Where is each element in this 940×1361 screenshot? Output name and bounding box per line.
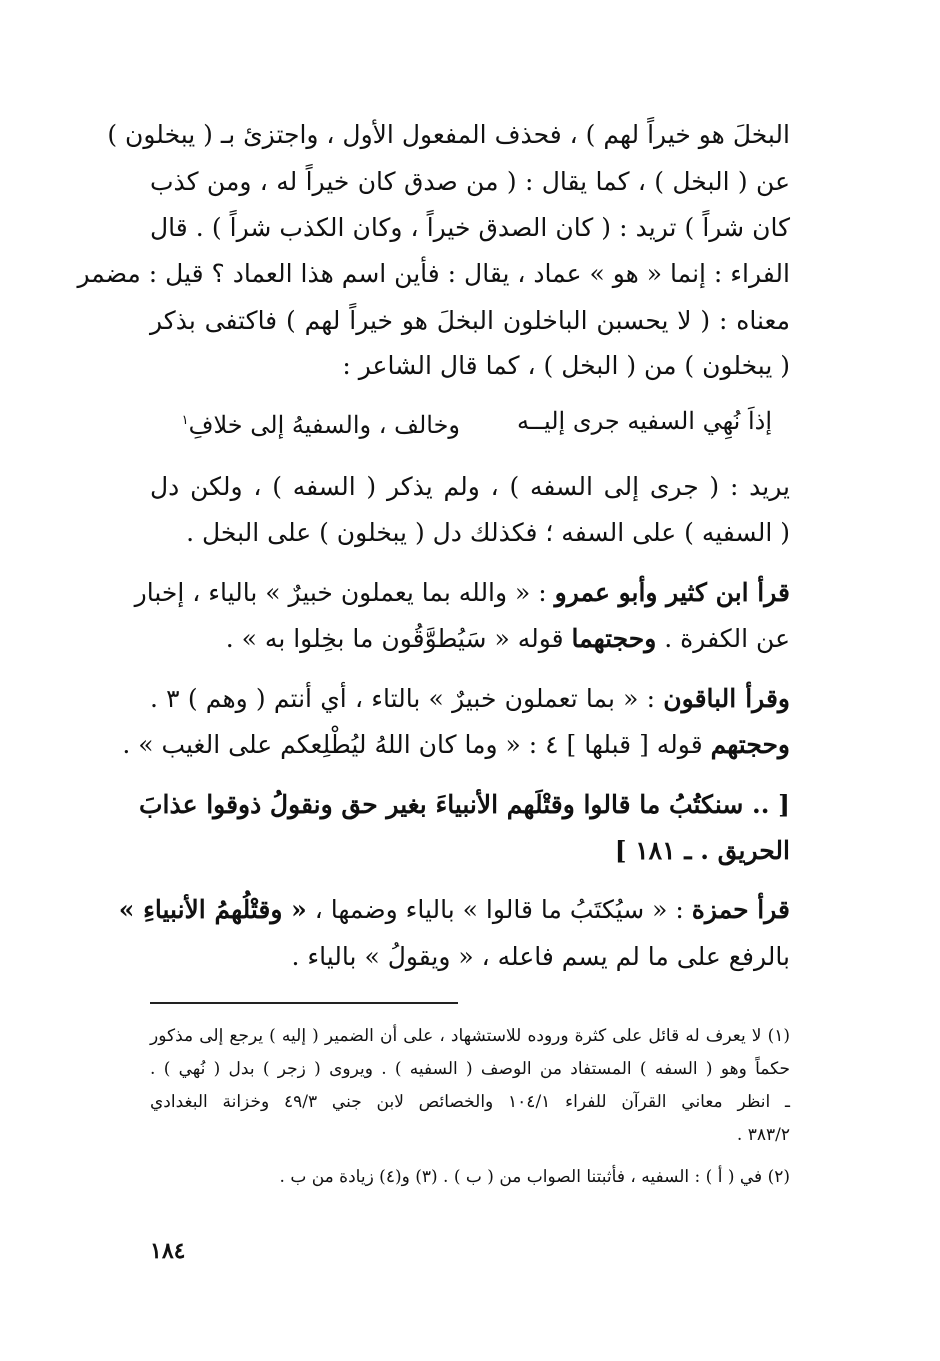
reading-2-line-1: [150, 682, 790, 716]
reading-2-text-2: قوله [ قبلها ] ٤ : « وما كان اللهُ ليُطْلِعكم على الغيب » .: [122, 730, 711, 759]
reading-2-line-2: [122, 728, 790, 762]
reading-2-reciters: وقرأ الباقون: [663, 684, 790, 713]
footnote-1-line-1: (١) لا يعرف له قائل على كثرة وروده للاستشهاد ، على أن الضمير ( إليه ) يرجع إلى مذكور: [150, 1026, 790, 1046]
footnote-1-line-4: ٣٨٣/٢ .: [736, 1125, 790, 1145]
body-line-7: يريد : ( جرى إلى السفه ) ، ولم يذكر ( السفه ) ، ولكن دل: [150, 472, 790, 501]
page-number: ١٨٤: [150, 1238, 186, 1264]
footnote-2: (٢) في ( أ ) : السفيه ، فأثبتنا الصواب من ( ب ) . (٣) و(٤) زيادة من ب .: [279, 1167, 790, 1187]
footnote-divider: [150, 1002, 458, 1004]
verse-hemistich-first: إذاَ نُهِي السفيه جرى إليــه: [517, 407, 772, 435]
reading-1-line-2: [150, 622, 790, 656]
body-line-6: ( يبخلون ) من ( البخل ) ، كما قال الشاعر :: [342, 351, 790, 380]
verse-hemistich-second: [182, 404, 460, 442]
footnote-1-line-2: حكماً وهو ( السفه ) المستفاد من الوصف ( السفيه ) . ويروى ( زجر ) بدل ( نُهي ) .: [150, 1059, 790, 1079]
body-line-2: عن ( البخل ) ، كما يقال : ( من صدق كان خيراً له ، ومن كذب: [150, 167, 790, 196]
footnote-1-line-3: ـ انظر معاني القرآن للفراء ١٠٤/١ والخصائص لابن جني ٤٩/٣ وخزانة البغدادي: [150, 1092, 791, 1112]
reading-1-reciters: قرأ ابن كثير وأبو عمرو: [554, 578, 790, 607]
body-line-5: معناه : ( لا يحسبن الباخلون البخلَ هو خيراً لهم ) فاكتفى بذكر: [150, 306, 790, 335]
body-line-4: الفراء : إنما « هو » عماد ، يقال : فأين اسم هذا العماد ؟ قيل : مضمر: [77, 259, 790, 288]
reading-1-text: : « والله بما يعملون خبيرٌ » بالياء ، إخبار: [134, 578, 555, 607]
reading-1-text-2b: قوله « سَيُطوَّقُون ما بخِلوا به » .: [225, 624, 572, 653]
body-line-8: ( السفيه ) على السفه ؛ فكذلك دل ( يبخلون ) على البخل .: [186, 518, 790, 547]
reading-1-line-1: [134, 576, 790, 610]
quran-verse-181-line-2: الحريق . ـ ١٨١ ]: [614, 836, 790, 865]
quran-verse-181-line-1: [ .. سنكتُبُ ما قالوا وقتْلَهم الأنبياءَ بغير حق ونقولُ ذوقوا عذابَ: [138, 790, 790, 819]
reading-2-argument-label: وحجتهم: [710, 730, 790, 759]
reading-1-argument-label: وحجتهما: [571, 624, 657, 653]
footnote-mark-1: ١: [181, 413, 189, 428]
body-line-3: كان شراً ) تريد : ( كان الصدق خيراً ، وكان الكذب شراً ) . قال: [150, 213, 790, 242]
reading-3-line-1: [118, 893, 790, 927]
reading-3-reciter: قرأ حمزة: [691, 895, 790, 924]
reading-2-text: : « بما تعملون خبيرٌ » بالتاء ، أي أنتم ( وهم ) ٣ .: [150, 684, 664, 713]
reading-3-line-2: بالرفع على ما لم يسم فاعله ، « ويقولُ » بالياء .: [291, 942, 790, 971]
body-line-1: البخلَ هو خيراً لهم ) ، فحذف المفعول الأول ، واجتزئ بـ ( يبخلون ): [107, 120, 790, 149]
reading-3-text: : « سيُكتَبُ ما قالوا » بالياء وضمها ،: [306, 895, 692, 924]
reading-3-bold-quote: « وقتْلُهمُ الأنبياءِ »: [118, 895, 307, 924]
verse-hemistich-second-text: وخالف ، والسفيهُ إلى خلافِ: [188, 411, 460, 439]
reading-1-text-2a: عن الكفرة .: [656, 624, 790, 653]
